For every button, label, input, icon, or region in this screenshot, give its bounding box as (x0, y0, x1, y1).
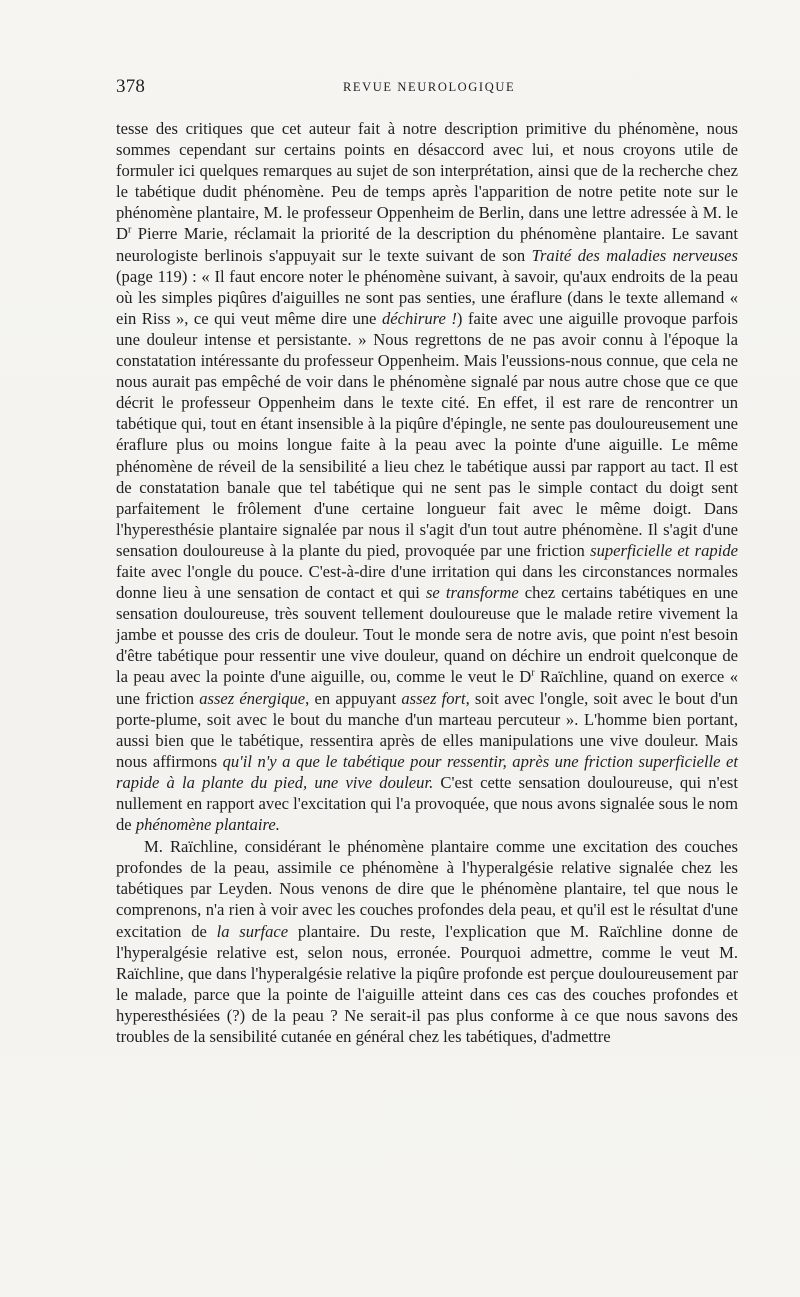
page-header (116, 76, 736, 100)
italic-text: la surface (216, 921, 289, 941)
text-segment: Raïchline, quand on exerce « une friction (116, 667, 738, 708)
text-segment: faite avec l'ongle du pouce. C'est-à-dire d'une irritation qui dans les circonstances normales donne lieu à une sensation de contact et qui (116, 561, 738, 603)
body-text (116, 118, 738, 1047)
running-head: REVUE NEUROLOGIQUE (343, 80, 516, 94)
italic-text: assez énergique (199, 688, 306, 708)
italic-text: Traité des maladies nerveuses (531, 245, 739, 265)
text-segment: ) faite avec une aiguille provoque parfois une douleur intense et persistante. » Nous regrettons de ne pas avoir connu à l'époque la constatation intéressante du professeur Oppenheim. Mais l'eussions-nous connue, que cela ne nous aurait pas empêché de voir dans le phénomène signalé par nous autre chose que ce que décrit le professeur Oppenheim dans le texte cité. En effet, il est rare de rencontrer un tabétique qui, tout en étant insensible à la piqûre d'épingle, ne sente pas douloureusement une éraflure plus ou moins longue faite à la peau avec la pointe d'une aiguille. Le même phénomène de réveil de la sensibilité a lieu chez le tabétique aussi par rapport au tact. Il est de constatation banale que tel tabétique qui ne sent pas le simple contact du doigt sent parfaitement le frôlement d'une certaine longueur fait avec le même doigt. Dans l'hyperesthésie plantaire signalée par nous il s'agit d'un tout autre phénomène. Il s'agit d'une sensation douloureuse à la plante du pied, provoquée par une friction (116, 308, 739, 560)
page-number: 378 (116, 76, 146, 97)
italic-text: assez fort (401, 688, 466, 708)
paragraph (116, 836, 738, 1047)
text-segment: M. Raïchline, considérant le phénomène plantaire comme une excitation des couches profondes de la peau, assimile ce phénomène à l'hyperalgésie relative signalée chez les tabétiques par Leyden. Nous venons de dire que le phénomène plantaire, tel que nous le comprenons, n'a rien à voir avec les couches profondes dela peau, et qu'il est le résultat d'une excitation de (116, 837, 738, 941)
text-segment: chez certains tabétiques en une sensation douloureuse, très souvent tellement douloureuse que le malade retire vivement la jambe et pousse des cris de douleur. Tout le monde sera de notre avis, que point n'est besoin d'être tabétique pour ressentir une vive douleur, quand on déchire un endroit quelconque de la peau avec la pointe d'une aiguille, ou, comme le veut le D (116, 583, 738, 687)
italic-text: phénomène plantaire. (135, 815, 280, 835)
text-segment: , en appuyant (305, 688, 402, 708)
text-segment: plantaire. Du reste, l'explication que M. Raïchline donne de l'hyperalgésie relative est, selon nous, erronée. Pourquoi admettre, comme le veut M. Raïchline, que dans l'hyperalgésie relative la piqûre profonde est perçue douloureusement par le malade, parce que la pointe de l'aiguille atteint dans ces cas des couches profondes et hyperesthésiées (?) de la peau ? Ne serait-il pas plus conforme à ce que nous savons des troubles de la sensibilité cutanée en général chez les tabétiques, d'admettre (116, 921, 738, 1047)
italic-text: qu'il n'y a que le tabétique pour ressentir, après une friction superficielle et rapide à la plante du pied, une vive douleur. (116, 751, 739, 792)
italic-text: superficielle et rapide (590, 540, 738, 560)
italic-text: déchirure ! (381, 308, 457, 328)
paragraph (116, 118, 738, 835)
text-segment: Pierre Marie, réclamait la priorité de la description du phénomène plantaire. Le savant neurologiste berlinois s'appuyait sur le texte suivant de son (116, 224, 738, 265)
text-segment: C'est cette sensation douloureuse, qui n'est nullement en rapport avec l'excitation qui l'a provoquée, que nous avons signalée sous le nom de (116, 772, 738, 835)
superscript: r (127, 224, 132, 236)
italic-text: se transforme (425, 583, 519, 603)
text-segment: (page 119) : « Il faut encore noter le phénomène suivant, à savoir, qu'aux endroits de la peau où les simples piqûres d'aiguilles ne sont pas senties, une éraflure (dans le texte allemand « ein Riss », ce qui veut même dire une (116, 266, 738, 328)
text-segment: tesse des critiques que cet auteur fait à notre description primitive du phénomène, nous sommes cependant sur certains points en désaccord avec lui, et nous croyons utile de formuler ici quelques remarques au sujet de son interprétation, ainsi que de la recherche chez le tabétique dudit phénomène. Peu de temps après l'apparition de notre petite note sur le phénomène plantaire, M. le professeur Oppenheim de Berlin, dans une lettre adressée à M. le D (116, 119, 738, 244)
superscript: r (531, 667, 535, 679)
text-segment: , soit avec l'ongle, soit avec le bout d'un porte-plume, soit avec le bout du manche d'un marteau percuteur ». L'homme bien portant, aussi bien que le tabétique, ressentira après de elles manipulations une vive douleur. Mais nous affirmons (116, 688, 738, 771)
